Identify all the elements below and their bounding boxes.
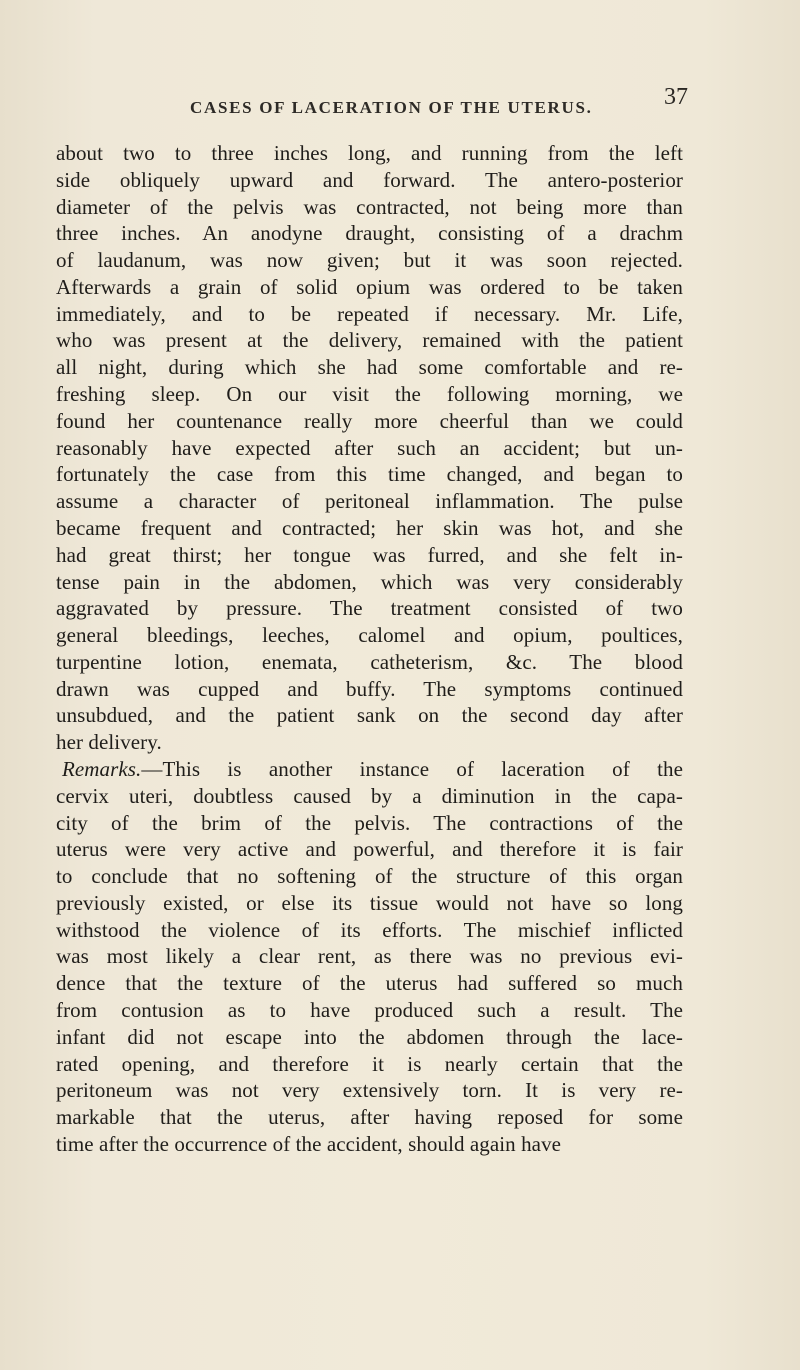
running-header <box>40 84 690 122</box>
remarks-first-line <box>56 756 683 783</box>
text-line: dence that the texture of the uterus had suffered so much <box>56 971 683 996</box>
text-line: of laudanum, was now given; but it was soon rejected. <box>56 248 683 273</box>
text-line: three inches. An anodyne draught, consisting of a drachm <box>56 221 683 246</box>
page-number: 37 <box>664 84 688 110</box>
text-line: freshing sleep. On our visit the following morning, we <box>56 382 683 407</box>
text-line: markable that the uterus, after having reposed for some <box>56 1105 683 1130</box>
text-line: turpentine lotion, enemata, catheterism, &c. The blood <box>56 649 683 674</box>
text-line: city of the brim of the pelvis. The contractions of the <box>56 810 683 835</box>
text-line: cervix uteri, doubtless caused by a diminution in the capa- <box>56 783 683 808</box>
text-line: withstood the violence of its efforts. The mischief inflicted <box>56 917 683 942</box>
text-line: time after the occurrence of the accident, should again have <box>56 1131 562 1156</box>
remarks-heading: Remarks. <box>62 756 142 781</box>
text-line: previously existed, or else its tissue would not have so long <box>56 890 683 915</box>
text-line: found her countenance really more cheerful than we could <box>56 408 683 433</box>
text-line: uterus were very active and powerful, and therefore it is fair <box>56 837 683 862</box>
text-line: from contusion as to have produced such a result. The <box>56 998 683 1022</box>
text-line: assume a character of peritoneal inflammation. The pulse <box>56 489 683 514</box>
remarks-first-line-rest: —This is another instance of laceration of the <box>141 756 683 781</box>
text-line: side obliquely upward and forward. The antero-posterior <box>56 167 683 192</box>
text-line: tense pain in the abdomen, which was very considerably <box>56 569 683 594</box>
text-line: all night, during which she had some comfortable and re- <box>56 355 683 380</box>
text-line: drawn was cupped and buffy. The symptoms continued <box>56 676 683 701</box>
text-line: aggravated by pressure. The treatment consisted of two <box>56 596 683 621</box>
text-line: general bleedings, leeches, calomel and opium, poultices, <box>56 623 683 648</box>
running-title: CASES OF LACERATION OF THE UTERUS. <box>190 98 593 117</box>
text-line: to conclude that no softening of the structure of this organ <box>56 864 683 889</box>
text-line: became frequent and contracted; her skin was hot, and she <box>56 515 683 540</box>
body-text <box>56 140 683 1158</box>
text-line: rated opening, and therefore it is nearly certain that the <box>56 1051 683 1076</box>
text-line: infant did not escape into the abdomen through the lace- <box>56 1024 683 1049</box>
text-line: peritoneum was not very extensively torn. It is very re- <box>56 1078 683 1103</box>
text-line: fortunately the case from this time changed, and began to <box>56 462 683 487</box>
text-line: diameter of the pelvis was contracted, not being more than <box>56 194 683 219</box>
text-line: unsubdued, and the patient sank on the second day after <box>56 703 683 728</box>
text-line: who was present at the delivery, remained with the patient <box>56 328 683 353</box>
text-line: was most likely a clear rent, as there was no previous evi- <box>56 944 683 969</box>
text-line: reasonably have expected after such an accident; but un- <box>56 435 683 460</box>
text-line: about two to three inches long, and running from the left <box>56 141 683 165</box>
text-line: her delivery. <box>56 730 162 755</box>
text-line: Afterwards a grain of solid opium was ordered to be taken <box>56 274 683 299</box>
text-line: immediately, and to be repeated if necessary. Mr. Life, <box>56 301 683 326</box>
text-line: had great thirst; her tongue was furred, and she felt in- <box>56 542 683 567</box>
